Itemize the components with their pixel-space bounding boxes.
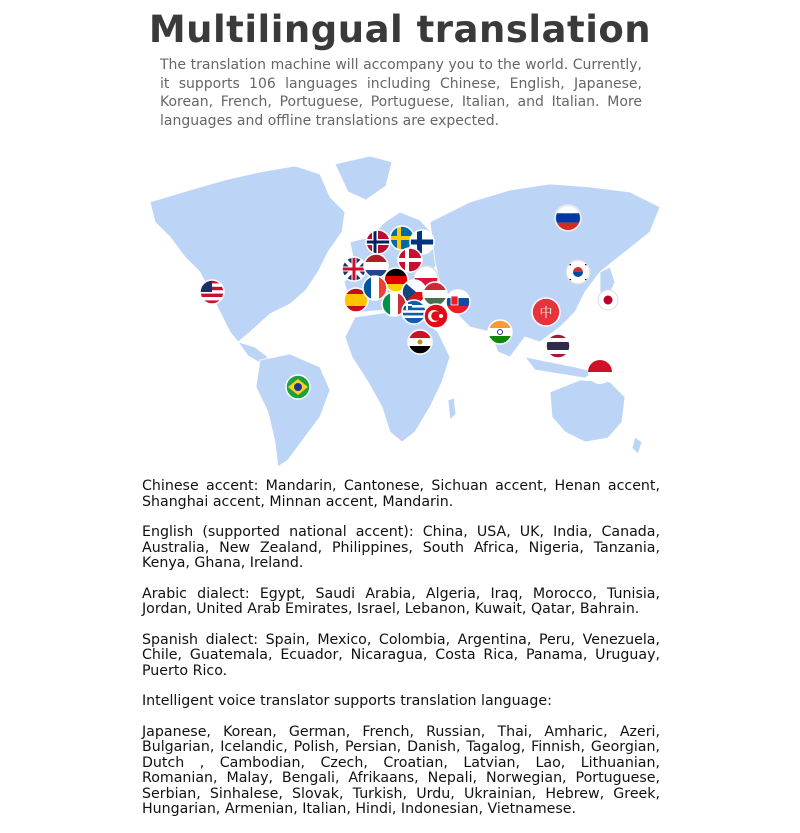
north-america — [150, 166, 345, 342]
southeast-asia-islands — [525, 357, 595, 378]
supported-languages-list: Japanese, Korean, German, French, Russian, Thai, Amharic, Azeri, Bulgarian, Icelandic, Polish, Persian, Danish, Tagalog, Finnish, Georgian, Dutch , Cambodian, Czech, Croatian, Latvian, Lao, Lithuanian, Romanian, Malay, Bengali, Afrikaans, Nepali, Norwegian, Portuguese, Serbian, Sinhalese, Slovak, Turkish, Urdu, Ukrainian, Hebrew, Greek, Hungarian, Armenian, Italian, Hindi, Indonesian, Vietnamese. — [142, 723, 660, 817]
chinese-accent-paragraph: Chinese accent: Mandarin, Cantonese, Sichuan accent, Henan accent, Shanghai accent, Minnan accent, Mandarin. — [142, 478, 660, 510]
india-flag — [488, 320, 512, 344]
spanish-dialect-paragraph: Spanish dialect: Spain, Mexico, Colombia, Argentina, Peru, Venezuela, Chile, Guatemala, Ecuador, Nicaragua, Costa Rica, Panama, Uruguay, Puerto Rico. — [142, 631, 660, 679]
brazil-flag — [286, 375, 310, 399]
asia — [430, 184, 660, 357]
world-map — [130, 142, 670, 472]
madagascar — [448, 398, 456, 420]
norway-flag — [366, 230, 390, 254]
usa-flag — [200, 280, 224, 304]
greece-flag — [402, 300, 426, 324]
africa — [345, 312, 450, 442]
slovakia-flag — [446, 290, 470, 314]
hungary-flag — [423, 282, 447, 306]
japan-flag — [598, 290, 618, 310]
uk-flag — [342, 257, 366, 281]
intro-paragraph: The translation machine will accompany you to the world. Currently, it supports 106 languages including Chinese, English, Japanese, Korean, French, Portuguese, Portuguese, Italian, and Italian. More languages and offline translations are expected. — [160, 57, 642, 129]
turkey-flag — [424, 304, 448, 328]
china-flag-char: 中 — [539, 306, 553, 321]
english-accent-paragraph: English (supported national accent): China, USA, UK, India, Canada, Australia, New Zealand, Philippines, South Africa, Nigeria, Tanzania, Kenya, Ghana, Ireland. — [142, 524, 660, 571]
arabic-dialect-paragraph: Arabic dialect: Egypt, Saudi Arabia, Algeria, Iraq, Morocco, Tunisia, Jordan, United Arab Emirates, Israel, Lebanon, Kuwait, Qatar, Bahrain. — [142, 585, 660, 617]
china-flag — [532, 298, 560, 326]
korea-flag — [566, 260, 590, 284]
indonesia-flag — [588, 360, 612, 384]
france-flag — [363, 276, 387, 300]
page-title: Multilingual translation — [148, 8, 652, 51]
greenland — [335, 156, 392, 200]
south-america — [256, 354, 330, 467]
language-info — [142, 479, 660, 833]
supported-languages-heading: Intelligent voice translator supports translation language: — [142, 693, 552, 709]
new-zealand — [632, 437, 642, 454]
netherlands-flag — [364, 254, 388, 278]
egypt-flag — [408, 330, 432, 354]
australia — [550, 380, 625, 442]
thailand-flag — [546, 334, 570, 358]
